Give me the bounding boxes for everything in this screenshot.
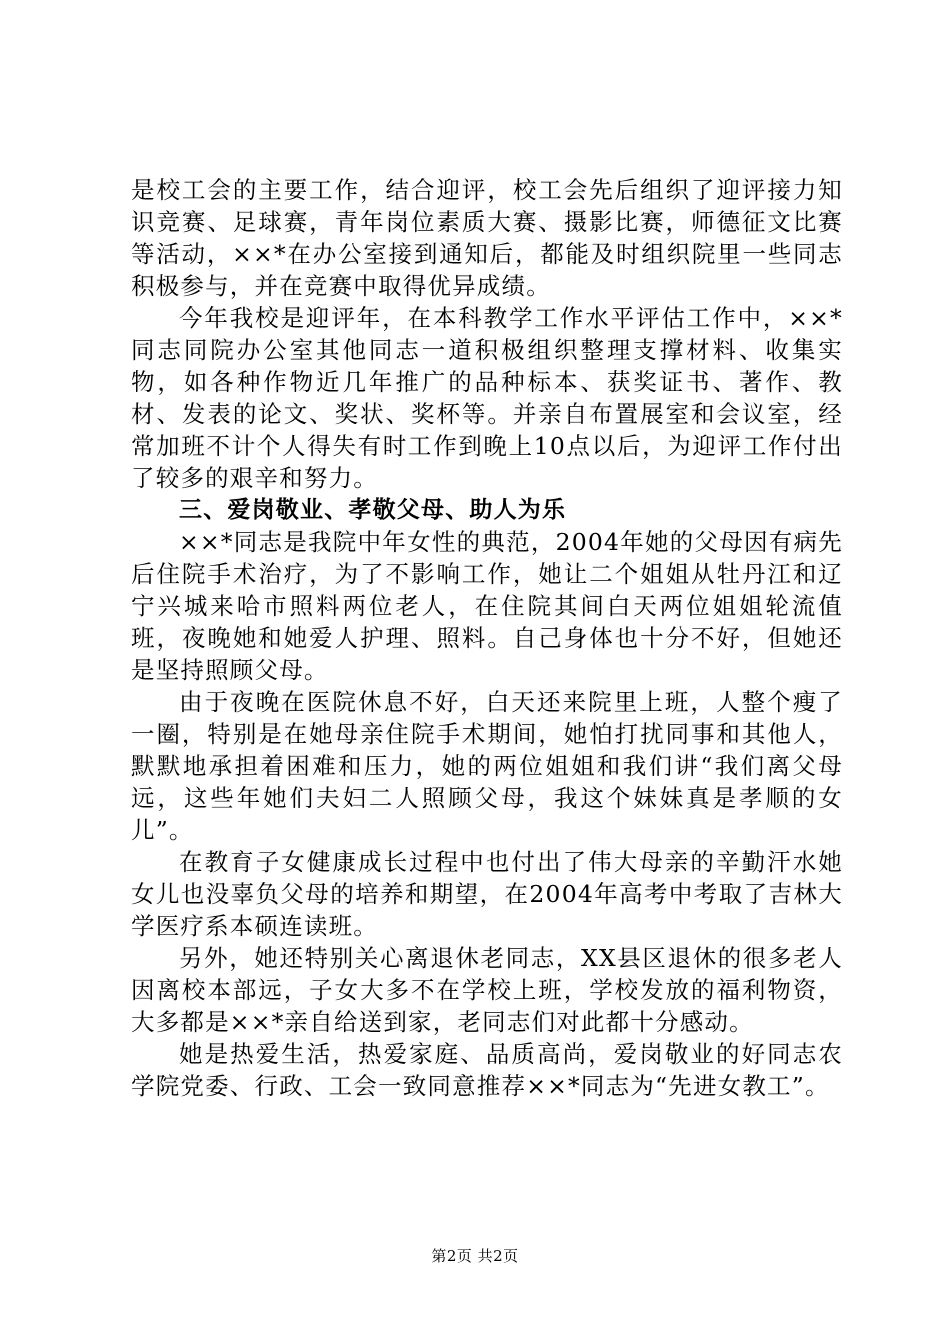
document-body — [131, 174, 843, 1102]
paragraph-daughter-education: 在教育子女健康成长过程中也付出了伟大母亲的辛勤汗水她女儿也没辜负父母的培养和期望，在2004年高考中考取了吉林大学医疗系本硕连读班。 — [131, 848, 843, 940]
paragraph-recommendation: 她是热爱生活，热爱家庭、品质高尚，爱岗敬业的好同志农学院党委、行政、工会一致同意推荐××*同志为“先进女教工”。 — [131, 1040, 843, 1100]
paragraph-evaluation-work: 今年我校是迎评年，在本科教学工作水平评估工作中，××*同志同院办公室其他同志一道积极组织整理支撑材料、收集实物，如各种作物近几年推广的品种标本、获奖证书、著作、教材、发表的论文、奖状、奖杯等。并亲自布置展室和会议室，经常加班不计个人得失有时工作到晚上10点以后，为迎评工作付出了较多的艰辛和努力。 — [131, 304, 843, 492]
page-number-footer: 第2页 共2页 — [431, 1247, 519, 1265]
paragraph-retired-colleagues: 另外，她还特别关心离退休老同志，XX县区退休的很多老人因离校本部远，子女大多不在学校上班，学校发放的福利物资，大多都是××*亲自给送到家，老同志们对此都十分感动。 — [131, 944, 843, 1036]
paragraph-continuation: 是校工会的主要工作，结合迎评，校工会先后组织了迎评接力知识竞赛、足球赛，青年岗位素质大赛、摄影比赛，师德征文比赛等活动，××*在办公室接到通知后，都能及时组织院里一些同志积极参与，并在竞赛中取得优异成绩。 — [131, 176, 843, 300]
paragraph-hospital-nights: 由于夜晚在医院休息不好，白天还来院里上班，人整个瘦了一圈，特别是在她母亲住院手术期间，她怕打扰同事和其他人，默默地承担着困难和压力，她的两位姐姐和我们讲“我们离父母远，这些年她们夫妇二人照顾父母，我这个妹妹真是孝顺的女儿”。 — [131, 688, 843, 844]
section-heading-three: 三、爱岗敬业、孝敬父母、助人为乐 — [179, 497, 567, 523]
paragraph-caring-parents: ××*同志是我院中年女性的典范，2004年她的父母因有病先后住院手术治疗，为了不影响工作，她让二个姐姐从牡丹江和辽宁兴城来哈市照料两位老人，在住院其间白天两位姐姐轮流值班，夜晚她和她爱人护理、照料。自己身体也十分不好，但她还是坚持照顾父母。 — [131, 528, 843, 684]
